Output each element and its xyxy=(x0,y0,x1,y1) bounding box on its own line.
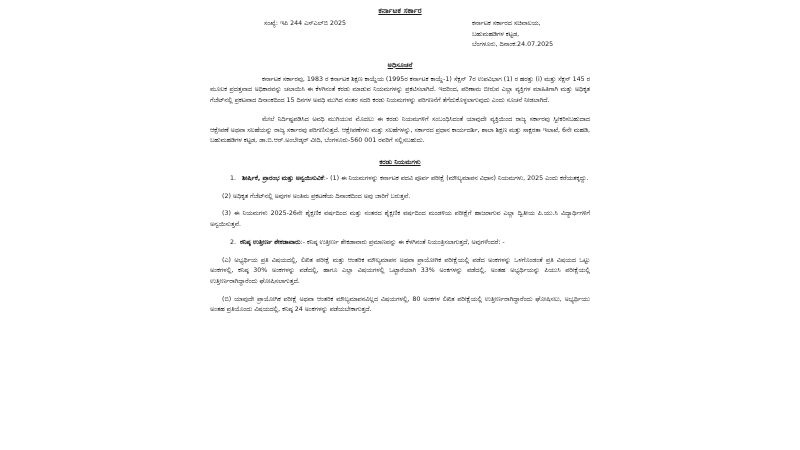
rule-1 xyxy=(210,174,590,185)
rule-2-clause-a: (ಎ) ಅಭ್ಯರ್ಥಿಯ ಪ್ರತಿ ವಿಷಯದಲ್ಲಿ, ಲಿಖಿತ ಪರೀಕ್ಷೆ ಮತ್ತು ಆಂತರಿಕ ಮೌಲ್ಯಮಾಪನ ಅಥವಾ ಪ್ರಾಯೋಗಿಕ ಪರೀಕ್ಷೆಯಲ್ಲಿ ಪಡೆದ ಅಂಕಗಳನ್ನು ಒಳಗೊಂಡಂತೆ ಪ್ರತಿ ವಿಷಯದ ಒಟ್ಟು ಅಂಕಗಳಲ್ಲಿ, ಕನಿಷ್ಠ 30% ಅಂಕಗಳನ್ನು ಪಡೆದಲ್ಲಿ, ಹಾಗೂ ಎಲ್ಲಾ ವಿಷಯಗಳಲ್ಲಿ ಒಟ್ಟಾರೆಯಾಗಿ 33% ಅಂಕಗಳನ್ನು ಪಡೆದಲ್ಲಿ, ಅಂತಹ ಅಭ್ಯರ್ಥಿಯನ್ನು ಪಿಯುಸಿ ಪರೀಕ್ಷೆಯಲ್ಲಿ ಉತ್ತೀರ್ಣರಾಗಿದ್ದಾರೆಂದು ಘೋಷಿಸಲಾಗುತ್ತದೆ. xyxy=(210,256,590,285)
paragraph-preamble: ಕರ್ನಾಟಕ ಸರ್ಕಾರವು, 1983 ರ ಕರ್ನಾಟಕ ಶಿಕ್ಷಣ ಕಾಯ್ದೆಯ (1995ರ ಕರ್ನಾಟಕ ಕಾಯ್ದೆ-1) ಸೆಕ್ಷನ್ 7ರ ಉಪವಿಭಾಗ (1) ರ ಹರತ್ತು (i) ಮತ್ತು ಸೆಕ್ಷನ್ 145 ರ ಮೂಲಕ ಪ್ರದತ್ತವಾದ ಅಧಿಕಾರವನ್ನು ಚಲಾಯಿಸಿ ಈ ಕೆಳಗಿನಂತೆ ಕರಡು ಮಾಡುವ ನಿಯಮಗಳನ್ನು ಪ್ರಕಟಿಸಲಾಗಿದೆ. ಇದರಿಂದ, ಪರಿಣಾಮ ಬೀರುವ ಎಲ್ಲಾ ವ್ಯಕ್ತಿಗಳ ಮಾಹಿತಿಗಾಗಿ ಮತ್ತು ಅಧಿಕೃತ ಗೆಜೆಟ್‌ನಲ್ಲಿ ಪ್ರಕಟವಾದ ದಿನಾಂಕದಿಂದ 15 ದಿನಗಳ ಅವಧಿ ಮುಗಿದ ನಂತರ ಸದರಿ ಕರಡು ನಿಯಮಗಳನ್ನು ಪರಿಗಣನೆಗೆ ತೆಗೆದುಕೊಳ್ಳಲಾಗುವುದು ಎಂದು ಸೂಚನೆ ನೀಡಲಾಗಿದೆ. xyxy=(210,75,590,105)
rule-2-number: 2. xyxy=(230,238,237,246)
rule-2-title: ಕನಿಷ್ಠ ಉತ್ತೀರ್ಣ ಶೇಕಡಾವಾರು xyxy=(240,238,301,246)
office-address xyxy=(472,19,590,51)
rule-1-number: 1. xyxy=(230,175,237,182)
office-line-place-date: ಬೆಂಗಳೂರು, ದಿನಾಂಕ:24.07.2025 xyxy=(472,41,554,49)
reference-number: ಸಂಖ್ಯೆ: ಇಪಿ 244 ಎಸ್‌ಎಲ್‌ಬಿ 2025 xyxy=(264,20,346,27)
rule-1-text: :- (1) ಈ ನಿಯಮಗಳನ್ನು ಕರ್ನಾಟಕ ಪದವಿ ಪೂರ್ವ ಪರೀಕ್ಷೆ (ಮೌಲ್ಯಮಾಪನ ವಿಧಾನ) ನಿಯಮಗಳು, 2025 ಎಂದು ಕರೆಯತಕ್ಕದ್ದು. xyxy=(323,175,589,182)
rule-1-clause-2: (2) ಅಧಿಕೃತ ಗೆಜೆಟ್‌ನಲ್ಲಿ ಅವುಗಳ ಅಂತಿಮ ಪ್ರಕಟಣೆಯ ದಿನಾಂಕದಿಂದ ಅವು ಜಾರಿಗೆ ಬರುತ್ತವೆ. xyxy=(222,192,411,200)
rule-2 xyxy=(210,238,590,249)
reference-block xyxy=(210,19,590,51)
draft-rules-heading: ಕರಡು ನಿಯಮಗಳು xyxy=(379,158,421,166)
document-title: ಕರ್ನಾಟಕ ಸರ್ಕಾರ xyxy=(378,6,422,15)
rule-2-text: :- ಕನಿಷ್ಠ ಉತ್ತೀರ್ಣ ಶೇಕಡಾವಾರು ಪ್ರಮಾಣವನ್ನು ಈ ಕೆಳಗಿನಂತೆ ನಿಯಂತ್ರಿಸಲಾಗುತ್ತದೆ, ಅವುಗಳೆಂದರೆ: - xyxy=(300,238,505,246)
rule-1-clause-3: (3) ಈ ನಿಯಮಗಳು 2025-26ನೇ ಶೈಕ್ಷಣಿಕ ವರ್ಷದಿಂದ ಮತ್ತು ನಂತರದ ಶೈಕ್ಷಣಿಕ ವರ್ಷದಿಂದ ಮಂಡಳಿಯ ಪರೀಕ್ಷೆಗೆ ಹಾಜರಾಗುವ ಎಲ್ಲಾ ದ್ವಿತೀಯ ಪಿ.ಯು.ಸಿ ವಿದ್ಯಾರ್ಥಿಗಳಿಗೆ ಅನ್ವಯಿಸುತ್ತವೆ. xyxy=(210,210,590,229)
paragraph-objections: ಮೇಲೆ ನಿರ್ದಿಷ್ಟಪಡಿಸಿದ ಅವಧಿ ಮುಗಿಯುವ ಮೊದಲು ಈ ಕರಡು ನಿಯಮಗಳಿಗೆ ಸಂಬಂಧಿಸಿದಂತೆ ಯಾವುದೇ ವ್ಯಕ್ತಿಯಿಂದ ರಾಜ್ಯ ಸರ್ಕಾರವು ಸ್ವೀಕರಿಸಬಹುದಾದ ಆಕ್ಷೇಪಣೆ ಅಥವಾ ಸಲಹೆಯನ್ನು ರಾಜ್ಯ ಸರ್ಕಾರವು ಪರಿಗಣಿಸುತ್ತದೆ. ಆಕ್ಷೇಪಣೆಗಳು ಮತ್ತು ಸಲಹೆಗಳನ್ನು, ಸರ್ಕಾರದ ಪ್ರಧಾನ ಕಾರ್ಯದರ್ಶಿ, ಶಾಲಾ ಶಿಕ್ಷಣ ಮತ್ತು ಸಾಕ್ಷರತಾ ಇಲಾಖೆ, 6ನೇ ಮಹಡಿ, ಬಹುಮಹಡಿಗಳ ಕಟ್ಟಡ, ಡಾ.ಬಿ.ಆರ್.ಅಂಬೇಡ್ಕರ್ ವೀದಿ, ಬೆಂಗಳೂರು-560 001 ರವರಿಗೆ ಸಲ್ಲಿಸಬಹುದು. xyxy=(210,115,590,145)
office-line-building: ಬಹುಮಹಡಿಗಳ ಕಟ್ಟಡ, xyxy=(472,30,520,38)
notification-document xyxy=(210,6,590,316)
notification-heading: ಅಧಿಸೂಚನೆ xyxy=(387,60,413,69)
office-line-secretariat: ಕರ್ನಾಟಕ ಸರ್ಕಾರದ ಸಚಿವಾಲಯ, xyxy=(472,20,541,27)
rule-1-title: ಶೀರ್ಷಿಕೆ, ಪ್ರಾರಂಭ ಮತ್ತು ಅನ್ವಯಿಸುವಿಕೆ xyxy=(242,175,324,182)
rule-2-clause-b: (ಬಿ) ಯಾವುದೇ ಪ್ರಾಯೋಗಿಕ ಪರೀಕ್ಷೆ ಅಥವಾ ಆಂತರಿಕ ಮೌಲ್ಯಮಾಪನವಿಲ್ಲದ ವಿಷಯಗಳಲ್ಲಿ, 80 ಅಂಕಗಳ ಲಿಖಿತ ಪರೀಕ್ಷೆಯಲ್ಲಿ ಉತ್ತೀರ್ಣರಾಗಿದ್ದಾರೆಂದು ಘೋಷಿಸಲು, ಅಭ್ಯರ್ಥಿಯು ಅಂತಹ ಪ್ರತಿಯೊಂದು ವಿಷಯದಲ್ಲಿ, ಕನಿಷ್ಠ 24 ಅಂಕಗಳನ್ನು ಪಡೆಯಬೇಕಾಗುತ್ತದೆ. xyxy=(210,295,590,314)
